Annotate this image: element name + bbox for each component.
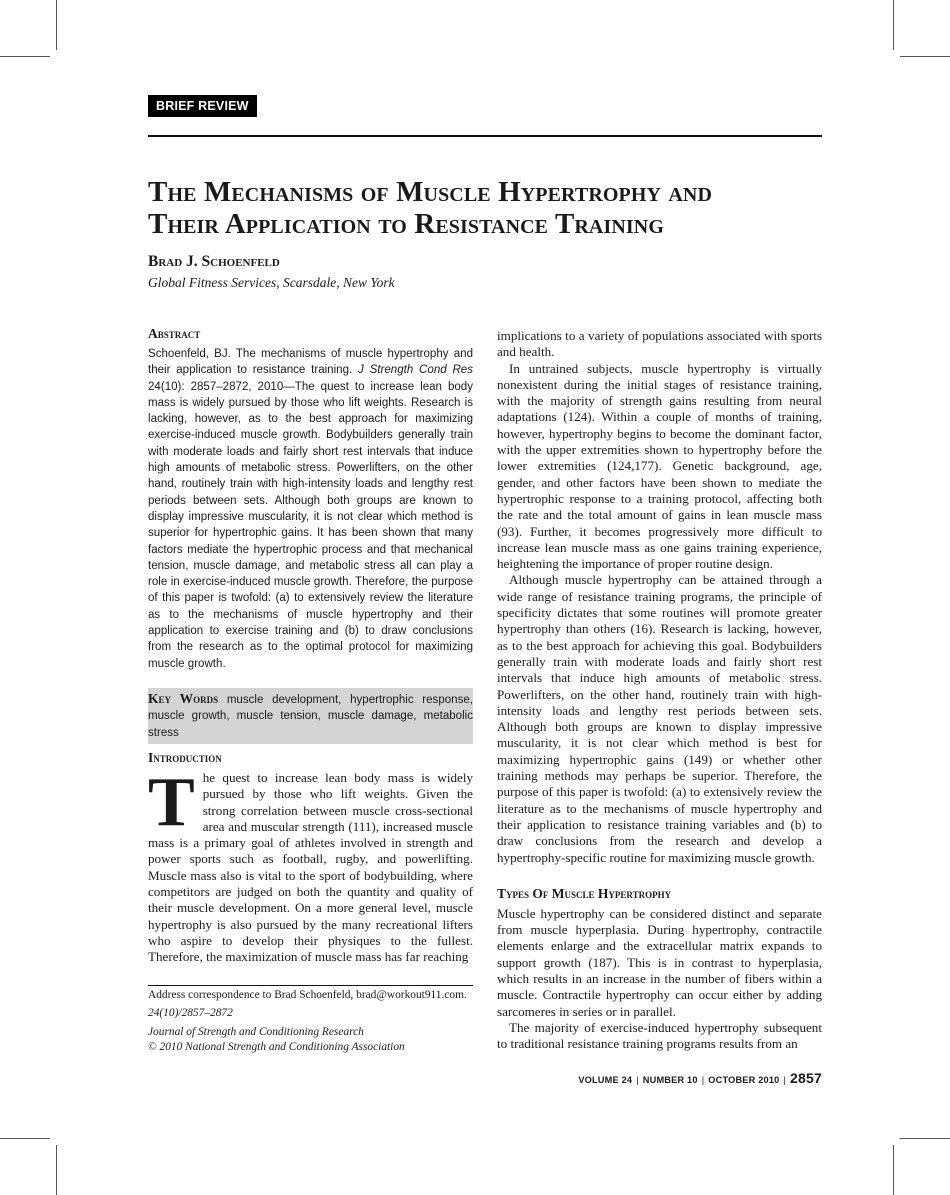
- abstract-journal: J Strength Cond Res: [358, 364, 473, 377]
- key-words-text: muscle development, hypertrophic response, muscle growth, muscle tension, muscle damage, metabolic stress: [148, 694, 474, 739]
- types-heading: Types Of Muscle Hypertrophy: [497, 885, 672, 901]
- author-name: Brad J. Schoenfeld: [148, 253, 280, 270]
- article-title: [148, 176, 848, 240]
- header-rule: [148, 135, 822, 137]
- footer-separator: |: [783, 1075, 787, 1085]
- crop-mark: [900, 56, 950, 57]
- title-line-1: The Mechanisms of Muscle Hypertrophy and: [148, 176, 713, 208]
- footnote-volume: 24(10)/2857–2872: [148, 1007, 233, 1019]
- page-number: 2857: [790, 1070, 822, 1086]
- introduction-heading: Introduction: [148, 750, 222, 765]
- introduction-section: [148, 750, 473, 966]
- section-tag: BRIEF REVIEW: [148, 95, 257, 117]
- footer-number: NUMBER 10: [642, 1075, 698, 1085]
- footnote-journal: Journal of Strength and Conditioning Research: [148, 1026, 364, 1038]
- crop-mark: [893, 0, 894, 50]
- crop-mark: [893, 1145, 894, 1195]
- footer-separator: |: [701, 1075, 705, 1085]
- footnote-copyright: © 2010 National Strength and Conditioning Association: [148, 1041, 405, 1053]
- footer-separator: |: [636, 1075, 639, 1085]
- drop-cap: T: [148, 764, 195, 841]
- para-untrained: In untrained subjects, muscle hypertrophy is virtually nonexistent during the initial stages of resistance training, with the majority of strength gains resulting from neural adaptations (124). Within a couple of months of training, however, hypertrophy begins to become the dominant factor, with the upper extremities shown to hypertrophy before the lower extremities (124,177). Genetic background, age, gender, and other factors have been shown to mediate the hypertrophic response to a training protocol, affecting both the rate and the total amount of gains in lean muscle mass (93). Further, it becomes progressively more difficult to increase lean muscle mass as one gains training experience, heightening the importance of proper routine design.: [497, 360, 822, 572]
- crop-mark: [56, 0, 57, 50]
- para-majority: The majority of exercise-induced hypertrophy subsequent to traditional resistance training programs results from an: [497, 1019, 822, 1052]
- key-words-box: [148, 688, 473, 744]
- key-words-label: Key Words: [148, 691, 219, 706]
- page-footer: [578, 1070, 822, 1086]
- footer-volume: VOLUME 24: [578, 1075, 633, 1085]
- crop-mark: [900, 1138, 950, 1139]
- intro-continuation: implications to a variety of populations associated with sports and health.: [497, 328, 822, 360]
- crop-mark: [56, 1145, 57, 1195]
- footnote-rule: [148, 985, 473, 986]
- para-although: Although muscle hypertrophy can be attained through a wide range of resistance training programs, the principle of specificity dictates that some routines will promote greater hypertrophy than others (16). Research is lacking, however, as to the best approach for achieving this goal. Bodybuilders generally train with moderate loads and fairly short rest intervals that induce high amounts of metabolic stress. Powerlifters, on the other hand, routinely train with high-intensity loads and lengthy rest periods between sets. Although both groups are known to display impressive muscularity, it is not clear which method is best for maximizing hypertrophic gains (149) or whether other training methods may perhaps be superior. Therefore, the purpose of this paper is twofold: (a) to extensively review the literature as to the mechanisms of muscle hypertrophy and their application to resistance training variables and (b) to draw conclusions from the research and develop a hypertrophy-specific routine for maximizing muscle growth.: [497, 572, 822, 865]
- title-line-2: Their Application to Resistance Training: [148, 208, 664, 240]
- footnote-address: Address correspondence to Brad Schoenfeld, brad@workout911.com.: [148, 989, 467, 1001]
- abstract-section: [148, 326, 473, 672]
- introduction-text: The quest to increase lean body mass is widely pursued by those who lift weights. Given the strong correlation between muscle cross-sectional area and muscular strength (111), increased muscle mass is a primary goal of athletes involved in strength and power sports such as football, rugby, and powerlifting. Muscle mass also is vital to the sport of bodybuilding, where competitors are judged on both the quantity and quality of their muscle development. On a more general level, muscle hypertrophy is also pursued by the many recreational lifters who aspire to develop their physiques to the fullest. Therefore, the maximization of muscle mass has far reaching: [148, 764, 473, 965]
- para-types: Muscle hypertrophy can be considered distinct and separate from muscle hyperplasia. During hypertrophy, contractile elements enlarge and the extracellular matrix expands to support growth (187). This is in contrast to hyperplasia, which results in an increase in the number of fibers within a muscle. Contractile hypertrophy can occur either by adding sarcomeres in series or in parallel.: [497, 905, 822, 1019]
- footer-date: OCTOBER 2010: [708, 1075, 780, 1085]
- crop-mark: [0, 56, 50, 57]
- crop-mark: [0, 1138, 50, 1139]
- abstract-text: Schoenfeld, BJ. The mechanisms of muscle hypertrophy and their application to resistance training. J Strength Cond Res 24(10): 2857–2872, 2010—The quest to increase lean body mass is widely pursued by those who lift weights. Research is lacking, however, as to the best approach for maximizing exercise-induced muscle growth. Bodybuilders generally train with moderate loads and fairly short rest intervals that induce high amounts of metabolic stress. Powerlifters, on the other hand, routinely train with high-intensity loads and lengthy rest periods between sets. Although both groups are known to display impressive muscularity, it is not clear which method is superior for hypertrophic gains. It has been shown that many factors mediate the hypertrophic process and that mechanical tension, muscle damage, and metabolic stress all can play a role in exercise-induced muscle growth. Therefore, the purpose of this paper is twofold: (a) to extensively review the literature as to the mechanisms of muscle hypertrophy and their application to exercise training and (b) to draw conclusions from the research as to the optimal protocol for maximizing muscle growth.: [148, 348, 473, 670]
- abstract-heading: Abstract: [148, 326, 201, 341]
- right-column: [497, 328, 822, 1052]
- author-affiliation: Global Fitness Services, Scarsdale, New York: [148, 275, 395, 290]
